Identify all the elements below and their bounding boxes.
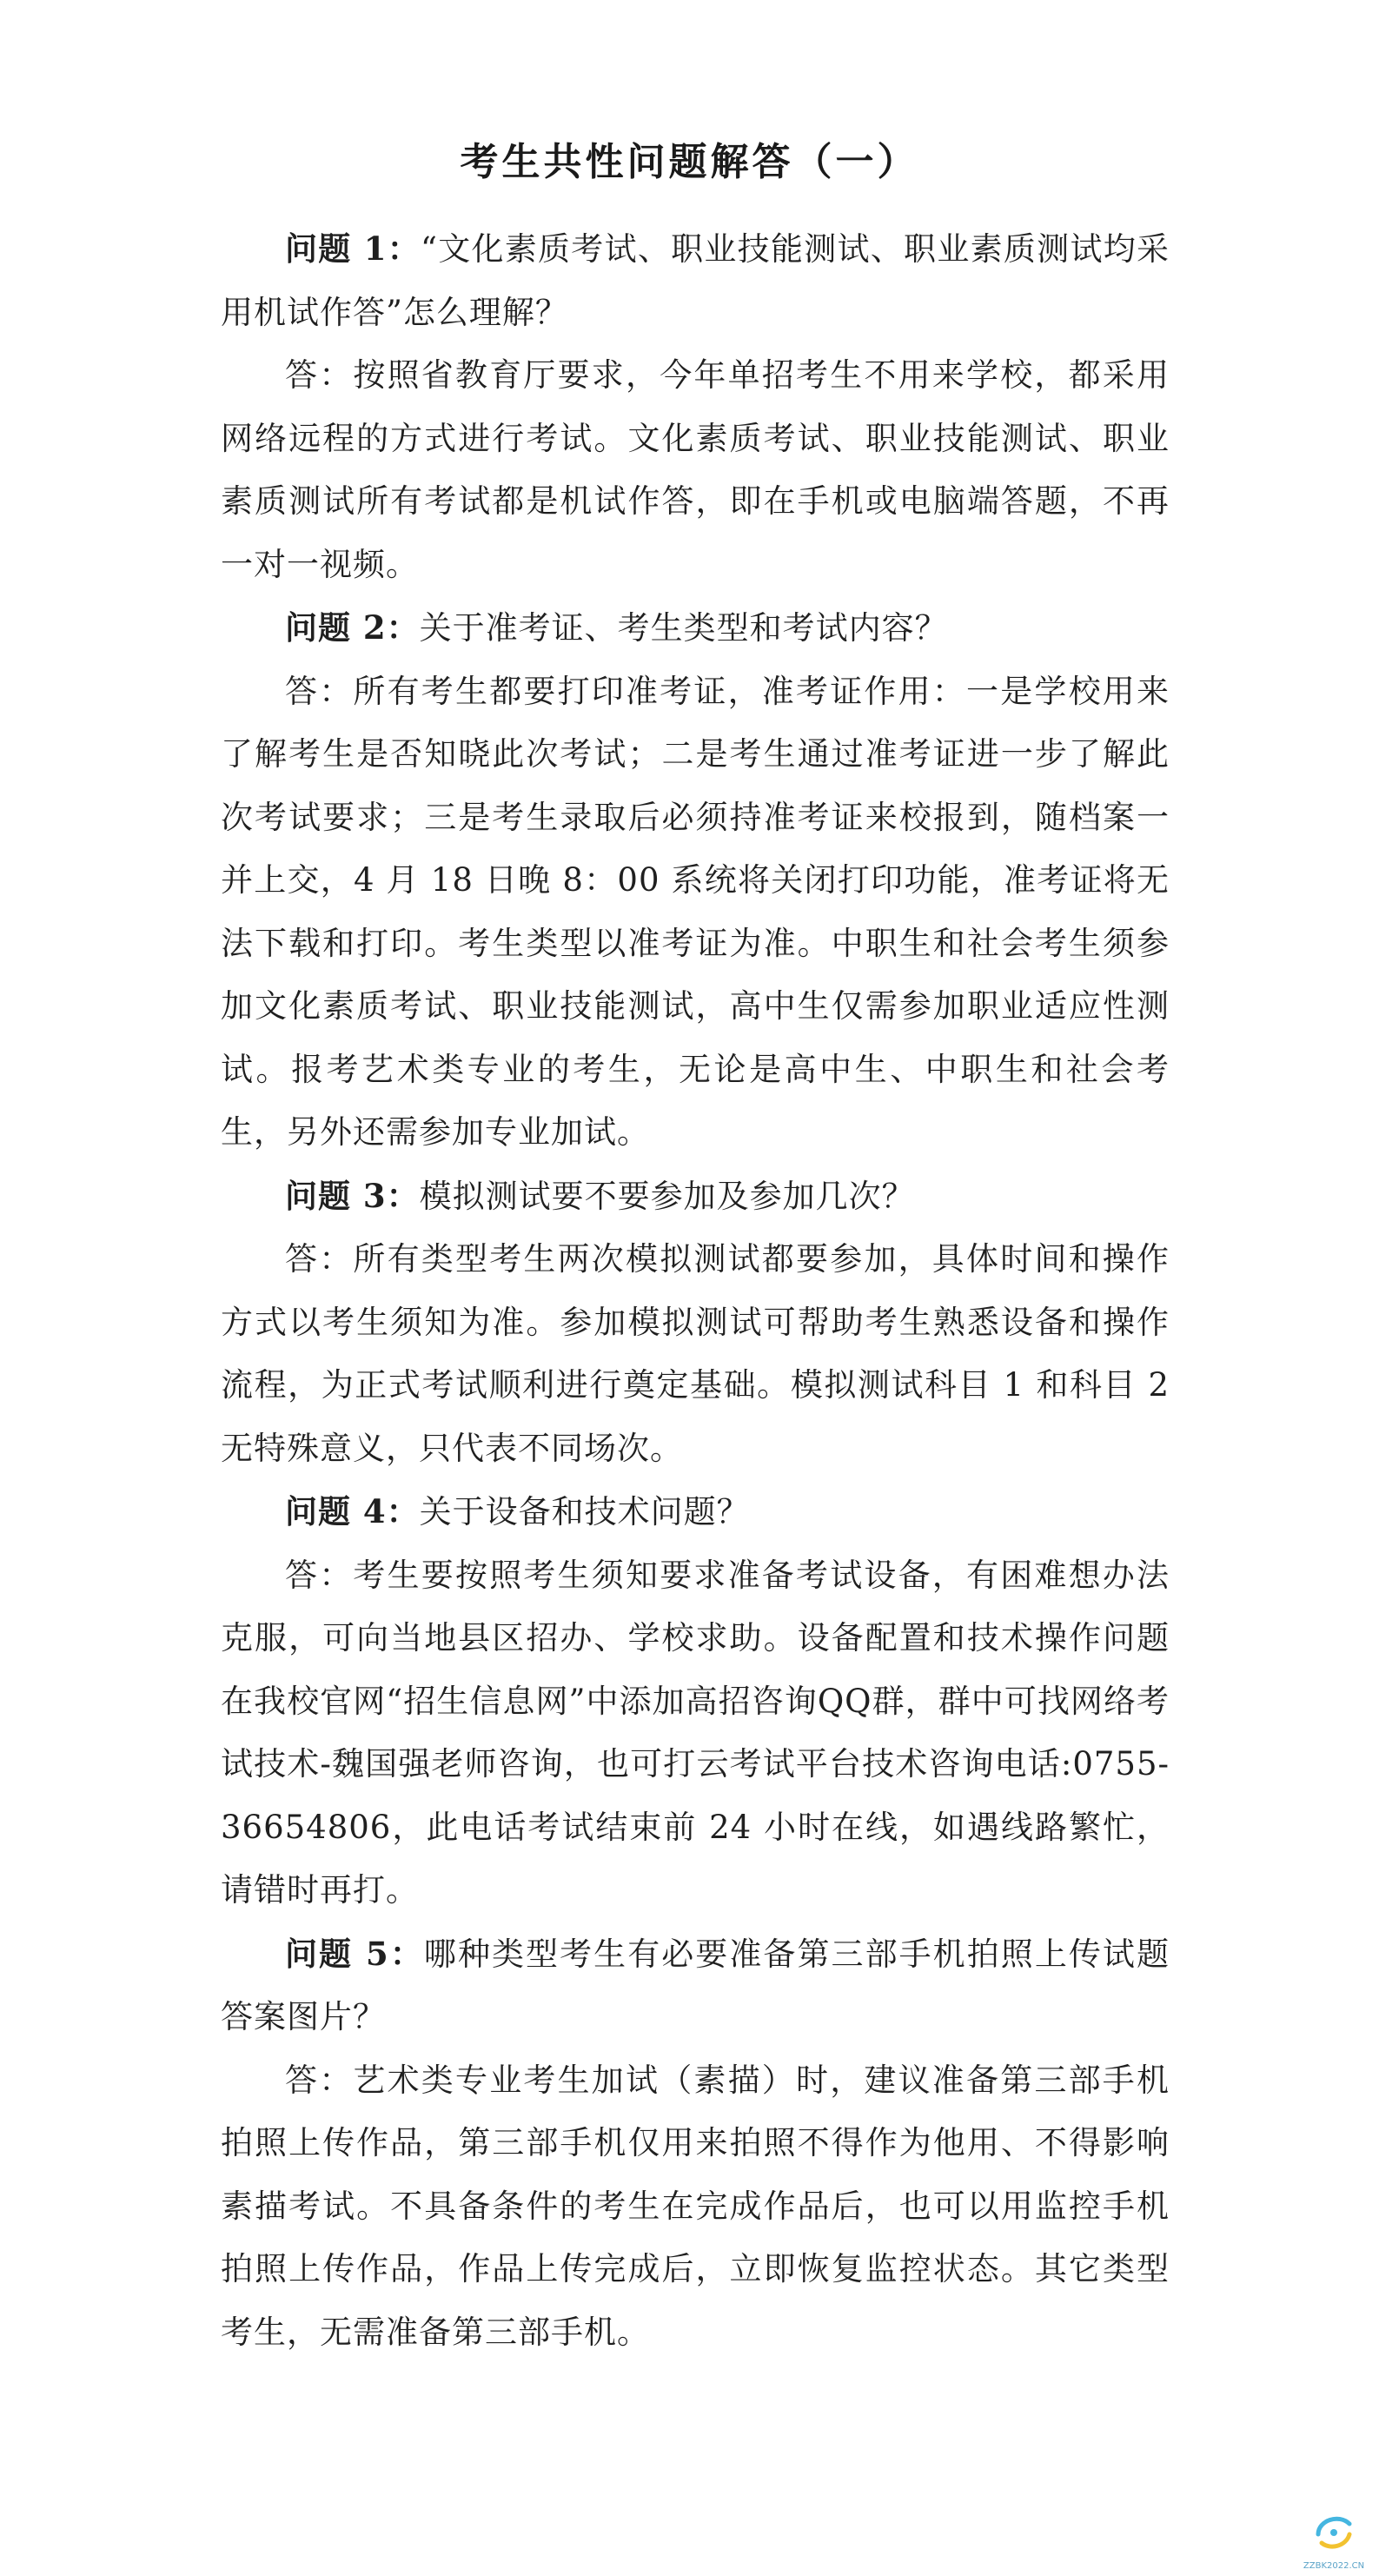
watermark-arc-yellow <box>1322 2534 1349 2546</box>
question-4 <box>221 1480 1170 1544</box>
question-4-text: 关于设备和技术问题？ <box>419 1493 750 1530</box>
question-2-text: 关于准考证、考生类型和考试内容？ <box>419 609 948 647</box>
answer-3: 答：所有类型考生两次模拟测试都要参加，具体时间和操作方式以考生须知为准。参加模拟测试可帮助考生熟悉设备和操作流程，为正式考试顺利进行奠定基础。模拟测试科目 1 和科目 2 无特殊意义，只代表不同场次。 <box>221 1240 1170 1467</box>
document-body <box>221 217 1170 2364</box>
answer-4: 答：考生要按照考生须知要求准备考试设备，有困难想办法克服，可向当地县区招办、学校求助。设备配置和技术操作问题在我校官网“招生信息网”中添加高招咨询QQ群，群中可找网络考试技术-魏国强老师咨询，也可打云考试平台技术咨询电话:0755-36654806，此电话考试结束前 24 小时在线，如遇线路繁忙，请错时再打。 <box>221 1556 1170 1909</box>
answer-5: 答：艺术类专业考生加试（素描）时，建议准备第三部手机拍照上传作品，第三部手机仅用来拍照不得作为他用、不得影响素描考试。不具备条件的考生在完成作品后，也可以用监控手机拍照上传作品，作品上传完成后，立即恢复监控状态。其它类型考生，无需准备第三部手机。 <box>221 2061 1170 2351</box>
question-5 <box>221 1922 1170 2049</box>
question-5-text: 哪种类型考生有必要准备第三部手机拍照上传试题答案图片？ <box>221 1935 1170 2035</box>
watermark-logo-icon <box>1309 2508 1358 2557</box>
question-4-label: 问题 4： <box>285 1492 420 1530</box>
question-1-text: “文化素质考试、职业技能测试、职业素质测试均采用机试作答”怎么理解？ <box>221 230 1170 331</box>
watermark-text: ZZBK2022.CN <box>1303 2561 1365 2571</box>
watermark-dot <box>1330 2529 1337 2536</box>
question-3-text: 模拟测试要不要参加及参加几次？ <box>419 1177 915 1215</box>
question-1 <box>221 217 1170 344</box>
question-2-label: 问题 2： <box>285 608 420 647</box>
answer-1: 答：按照省教育厅要求，今年单招考生不用来学校，都采用网络远程的方式进行考试。文化素质考试、职业技能测试、职业素质测试所有考试都是机试作答，即在手机或电脑端答题，不再一对一视频。 <box>221 356 1170 583</box>
document-title: 考生共性问题解答（一） <box>460 140 919 184</box>
answer-2: 答：所有考生都要打印准考证，准考证作用：一是学校用来了解考生是否知晓此次考试；二是考生通过准考证进一步了解此次考试要求；三是考生录取后必须持准考证来校报到，随档案一并上交，4 月 18 日晚 8：00 系统将关闭打印功能，准考证将无法下载和打印。考生类型以准考证为准。中职生和社会考生须参加文化素质考试、职业技能测试，高中生仅需参加职业适应性测试。报考艺术类专业的考生，无论是高中生、中职生和社会考生，另外还需参加专业加试。 <box>221 672 1170 1151</box>
question-3 <box>221 1165 1170 1229</box>
question-3-label: 问题 3： <box>285 1176 420 1215</box>
question-2 <box>221 596 1170 661</box>
question-5-label: 问题 5： <box>285 1934 424 1973</box>
question-1-label: 问题 1： <box>285 229 421 268</box>
